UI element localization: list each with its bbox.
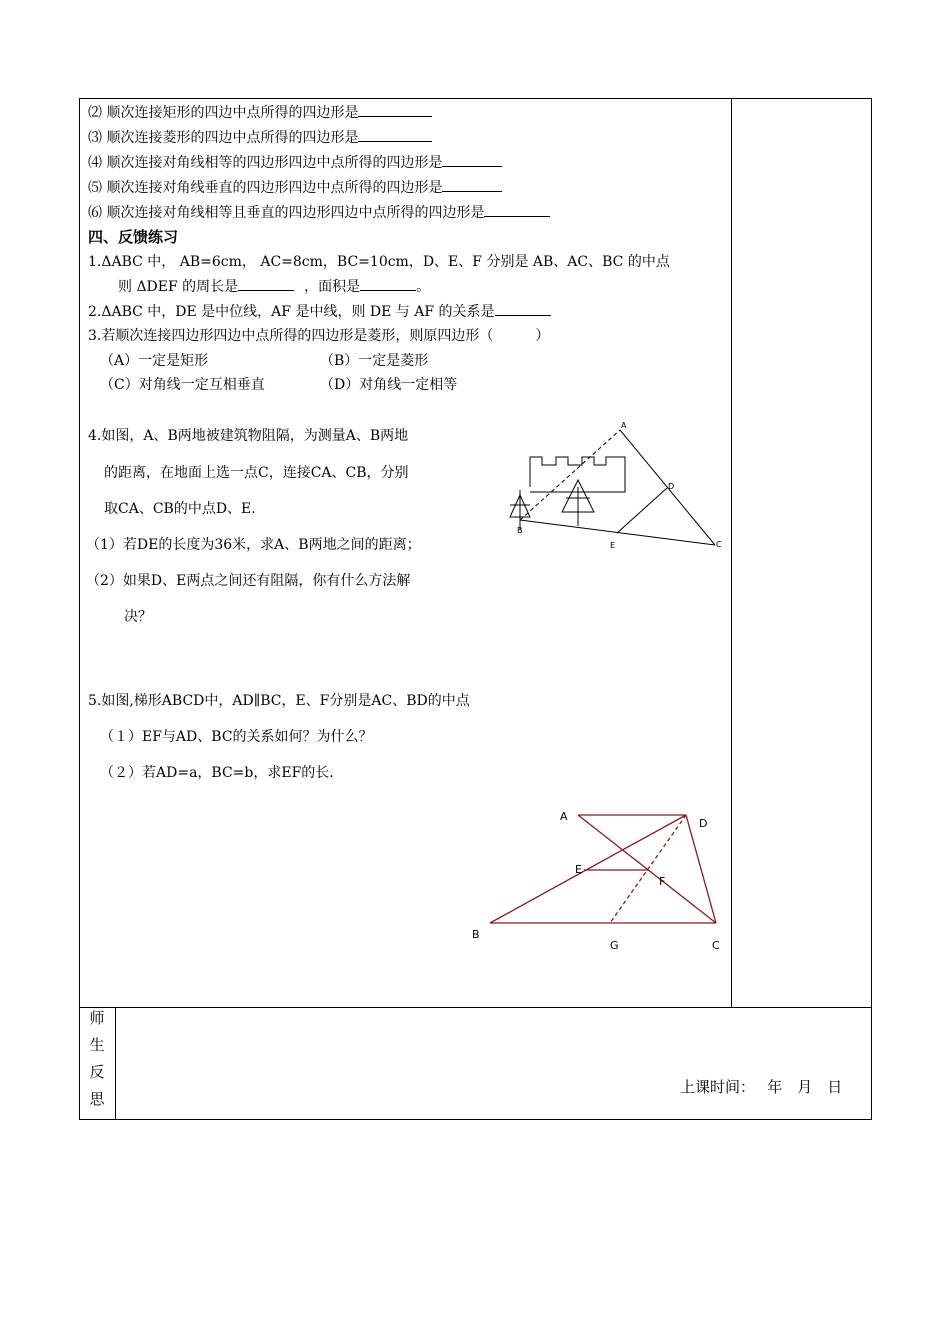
reflection-label-divider <box>115 1007 116 1120</box>
intro-item: ⑷ 顺次连接对角线相等的四边形四边中点所得的四边形是 <box>88 152 502 173</box>
figure-label-B: B <box>517 526 523 535</box>
intro-item: ⑸ 顺次连接对角线垂直的四边形四边中点所得的四边形是 <box>88 177 502 198</box>
class-time: 上课时间： 年 月 日 <box>680 1078 843 1096</box>
question-5-line: 5.如图,梯形ABCD中，AD∥BC，E、F分别是AC、BD的中点 <box>88 693 470 709</box>
building-triangle-figure <box>500 420 730 560</box>
figure-label-C: C <box>716 540 722 549</box>
question-4-line: 4.如图，A、B两地被建筑物阻隔，为测量A、B两地 <box>88 428 409 444</box>
question-4-part-2: （2）如果D、E两点之间还有阻隔，你有什么方法解 <box>86 573 411 589</box>
segment-AC <box>578 815 716 923</box>
section-title: 四、反馈练习 <box>88 228 179 246</box>
question-4-line: 的距离，在地面上选一点C，连接CA、CB，分别 <box>104 465 409 481</box>
question-5-part-2: （２）若AD=a，BC=b，求EF的长. <box>100 765 334 781</box>
intro-item: ⑶ 顺次连接菱形的四边中点所得的四边形是 <box>88 127 432 148</box>
reflection-label-char: 思 <box>89 1090 105 1108</box>
question-3-option-b: （B）一定是菱形 <box>320 353 429 369</box>
figure-label-F: F <box>659 875 666 888</box>
trapezoid-figure <box>460 800 730 960</box>
segment-BD <box>490 815 686 923</box>
question-3-option-a: （A）一定是矩形 <box>100 353 209 369</box>
question-4-line: 取CA、CB的中点D、E. <box>104 501 256 517</box>
figure-label-D: D <box>668 482 675 491</box>
reflection-row-divider <box>79 1007 872 1008</box>
figure-label-E: E <box>575 863 582 876</box>
figure-label-A: A <box>621 421 627 430</box>
figure-label-E: E <box>610 541 616 550</box>
segment-DE <box>617 488 667 533</box>
figure-label-B: B <box>472 928 480 941</box>
segment-DC <box>686 815 716 923</box>
figure-label-D: D <box>699 817 708 830</box>
question-4-part-1: （1）若DE的长度为36米，求A、B两地之间的距离； <box>86 537 421 553</box>
question-5-part-1: （１）EF与AD、BC的关系如何？为什么？ <box>100 729 373 745</box>
right-column-divider <box>731 98 732 1007</box>
question-3: 3.若顺次连接四边形四边中点所得的四边形是菱形，则原四边形（ ） <box>88 328 550 344</box>
question-1-line1: 1.ΔABC 中， AB=6cm， AC=8cm，BC=10cm，D、E、F 分别是 AB、AC、BC 的中点 <box>88 254 670 270</box>
question-4-part-2-cont: 决？ <box>124 609 152 625</box>
figure-label-G: G <box>610 939 619 952</box>
reflection-label-char: 生 <box>89 1036 105 1054</box>
question-2: 2.ΔABC 中，DE 是中位线，AF 是中线，则 DE 与 AF 的关系是 <box>88 301 551 322</box>
question-3-option-d: （D）对角线一定相等 <box>320 377 458 393</box>
building-outline <box>530 457 625 492</box>
reflection-label-char: 反 <box>89 1063 105 1081</box>
reflection-label-char: 师 <box>89 1009 105 1027</box>
figure-label-A: A <box>560 810 568 823</box>
intro-item: ⑵ 顺次连接矩形的四边中点所得的四边形是 <box>88 102 432 123</box>
question-3-option-c: （C）对角线一定互相垂直 <box>100 377 265 393</box>
figure-label-C: C <box>712 939 720 952</box>
intro-item: ⑹ 顺次连接对角线相等且垂直的四边形四边中点所得的四边形是 <box>88 202 550 223</box>
question-1-line2: 则 ΔDEF 的周长是 ，面积是 。 <box>118 276 430 297</box>
segment-DG-dashed <box>610 815 686 923</box>
segment-AB-dashed <box>520 430 620 520</box>
